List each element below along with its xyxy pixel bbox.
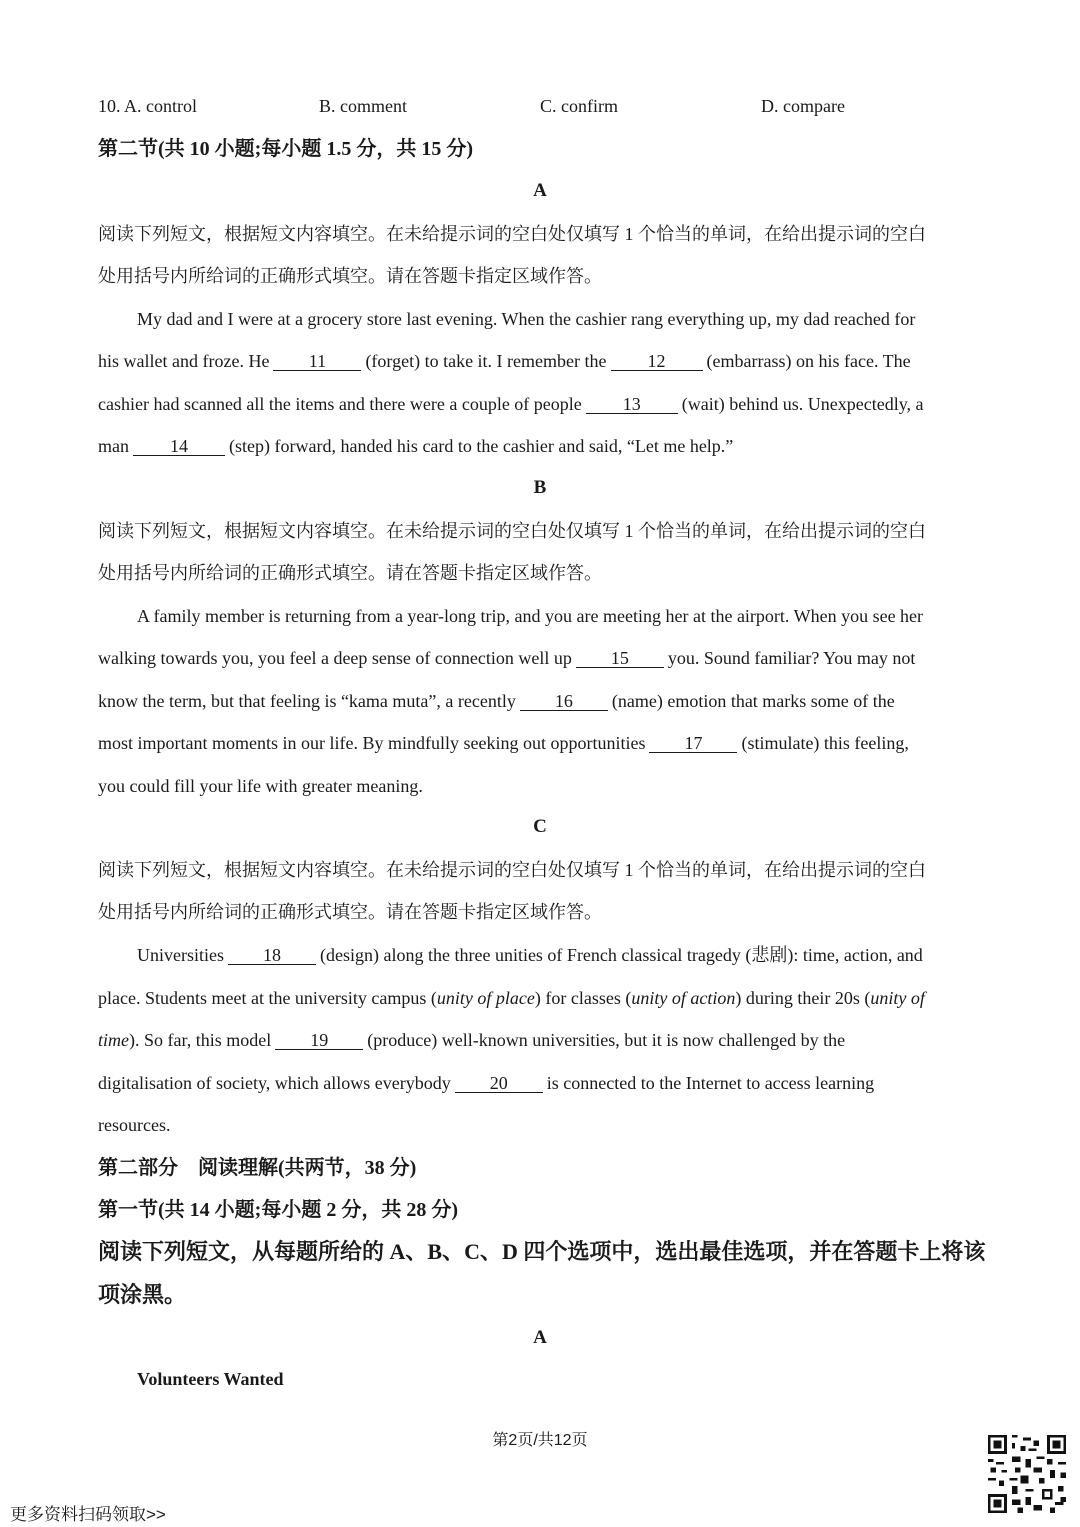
more-info-link[interactable]: 更多资料扫码领取>> [10, 1505, 166, 1524]
section-title: 第二节(共 10 小题;每小题 1.5 分，共 15 分) [98, 138, 473, 160]
reading-a-title: Volunteers Wanted [137, 1369, 284, 1389]
blank-18[interactable]: 18 [228, 946, 316, 965]
qr-code-icon[interactable] [988, 1435, 1066, 1513]
passage-a-line-1: My dad and I were at a grocery store last evening. When the cashier rang everything up, my dad reached for [137, 309, 916, 329]
passage-c-label: C [533, 816, 547, 837]
passage-a-label: A [533, 180, 547, 201]
blank-15[interactable]: 15 [576, 649, 664, 668]
instruction-line-2: 处用括号内所给词的正确形式填空。请在答题卡指定区域作答。 [98, 266, 602, 286]
option-d: D. compare [761, 96, 845, 116]
page-number: 第2页/共12页 [492, 1432, 588, 1449]
instruction-line-1: 阅读下列短文，根据短文内容填空。在未给提示词的空白处仅填写 1 个恰当的单词，在给出提示词的空白 [98, 224, 926, 244]
blank-13[interactable]: 13 [586, 395, 678, 414]
blank-11[interactable]: 11 [273, 352, 361, 371]
passage-c-line-1: Universities 18 (design) along the three unities of French classical tragedy (悲剧): time, action, and [137, 945, 923, 965]
passage-c-line-5: resources. [98, 1115, 171, 1135]
passage-c-line-3: time). So far, this model 19 (produce) well-known universities, but it is now challenged by the [98, 1030, 846, 1050]
passage-a-line-2: his wallet and froze. He 11 (forget) to take it. I remember the 12 (embarrass) on his face. The [98, 351, 911, 371]
passage-b-line-3: know the term, but that feeling is “kama muta”, a recently 16 (name) emotion that marks some of the [98, 691, 895, 711]
passage-b-line-4: most important moments in our life. By mindfully seeking out opportunities 17 (stimulate) this feeling, [98, 733, 909, 753]
passage-c-line-2: place. Students meet at the university campus (unity of place) for classes (unity of action) during their 20s (unity of [98, 988, 925, 1008]
option-c: C. confirm [540, 96, 618, 116]
part2-instruction-line-1: 阅读下列短文，从每题所给的 A、B、C、D 四个选项中，选出最佳选项，并在答题卡上将该 [98, 1239, 986, 1264]
passage-b-line-1: A family member is returning from a year-long trip, and you are meeting her at the airport. When you see her [137, 606, 924, 626]
passage-b-label: B [533, 477, 547, 498]
option-a: 10. A. control [98, 96, 197, 116]
option-b: B. comment [319, 96, 407, 116]
blank-17[interactable]: 17 [649, 734, 737, 753]
blank-20[interactable]: 20 [455, 1074, 543, 1093]
part2-title: 第二部分 阅读理解(共两节，38 分) [98, 1157, 417, 1179]
passage-c-line-4: digitalisation of society, which allows everybody 20 is connected to the Internet to access learning [98, 1073, 875, 1093]
passage-a-line-3: cashier had scanned all the items and there were a couple of people 13 (wait) behind us. Unexpectedly, a [98, 394, 924, 414]
instruction-line-1: 阅读下列短文，根据短文内容填空。在未给提示词的空白处仅填写 1 个恰当的单词，在给出提示词的空白 [98, 521, 926, 541]
passage-b-line-2: walking towards you, you feel a deep sense of connection well up 15 you. Sound familiar? You may not [98, 648, 916, 668]
instruction-line-2: 处用括号内所给词的正确形式填空。请在答题卡指定区域作答。 [98, 563, 602, 583]
passage-b-line-5: you could fill your life with greater meaning. [98, 776, 423, 796]
blank-12[interactable]: 12 [611, 352, 703, 371]
part2-section1-title: 第一节(共 14 小题;每小题 2 分，共 28 分) [98, 1199, 458, 1221]
part2-instruction-line-2: 项涂黑。 [98, 1282, 187, 1307]
instruction-line-2: 处用括号内所给词的正确形式填空。请在答题卡指定区域作答。 [98, 902, 602, 922]
blank-14[interactable]: 14 [133, 437, 225, 456]
reading-a-label: A [533, 1327, 547, 1348]
blank-16[interactable]: 16 [520, 692, 608, 711]
instruction-line-1: 阅读下列短文，根据短文内容填空。在未给提示词的空白处仅填写 1 个恰当的单词，在给出提示词的空白 [98, 860, 926, 880]
passage-a-line-4: man 14 (step) forward, handed his card to the cashier and said, “Let me help.” [98, 436, 734, 456]
blank-19[interactable]: 19 [275, 1031, 363, 1050]
